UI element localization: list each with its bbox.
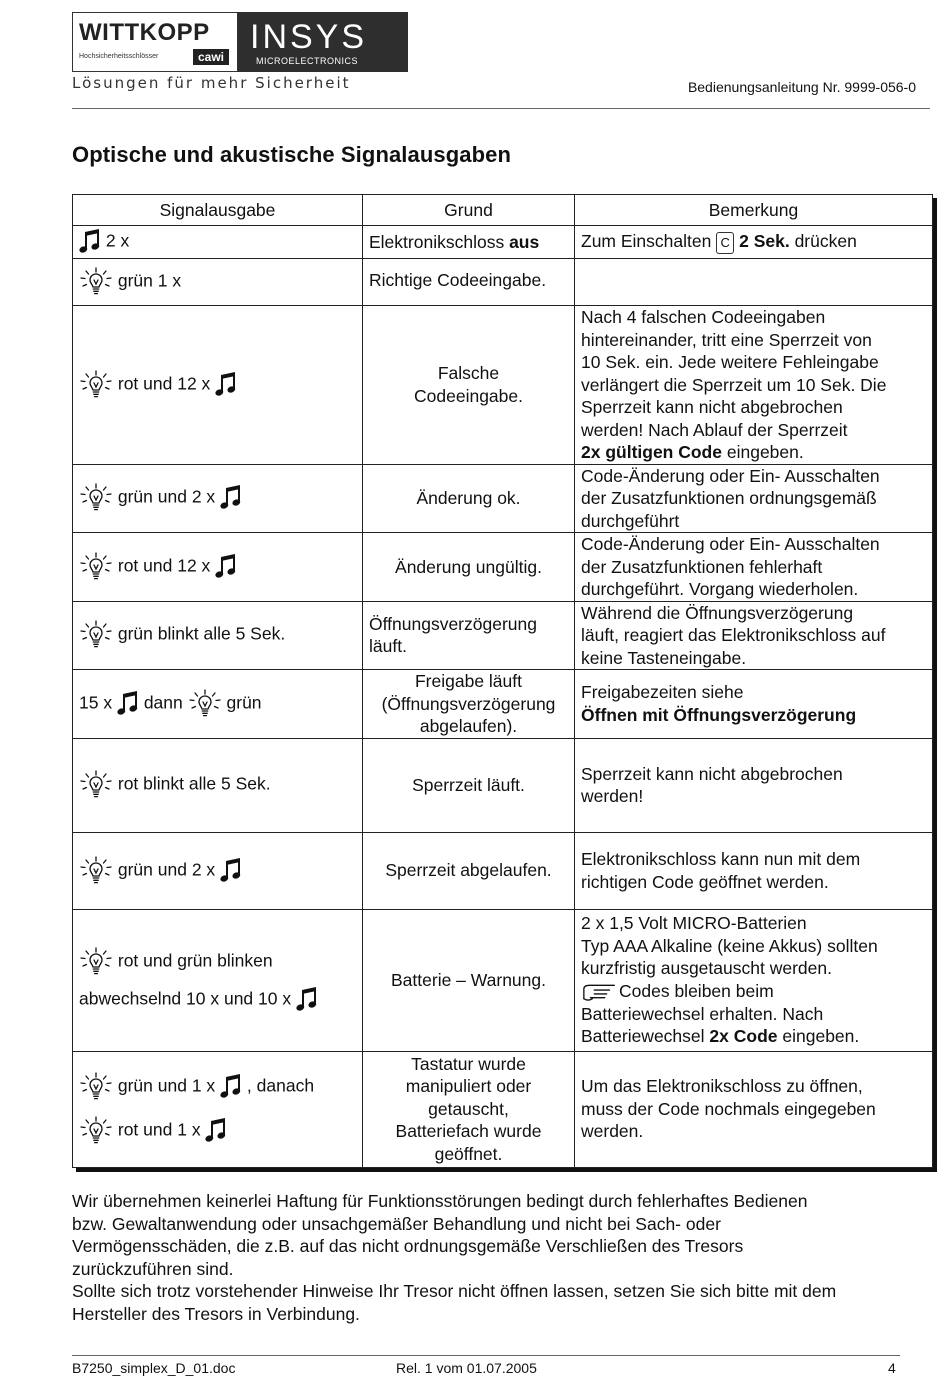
bemerkung-cell [575, 306, 933, 465]
wittkopp-logo-text: WITTKOPP [79, 19, 210, 46]
bemerkung-line: hintereinander, tritt eine Sperrzeit von [581, 329, 872, 350]
bemerkung-text: Codes bleiben beim [619, 980, 774, 1001]
page-title: Optische und akustische Signalausgaben [72, 142, 512, 167]
table-row [73, 1051, 933, 1167]
music-note-icon [215, 372, 237, 398]
bemerkung-line: Elektronikschloss kann nun mit dem [581, 849, 861, 869]
led-bulb-icon [79, 552, 113, 582]
bemerkung-line: Code-Änderung oder Ein- Ausschalten [581, 465, 880, 486]
footer-release: Rel. 1 vom 01.07.2005 [396, 1360, 537, 1376]
bemerkung-line: kurzfristig ausgetauscht werden. [581, 958, 832, 979]
bemerkung-line: der Zusatzfunktionen fehlerhaft [581, 556, 823, 577]
signal-cell [73, 909, 363, 1051]
signal-cell [73, 464, 363, 533]
insys-logo-text: INSYS [250, 18, 368, 56]
signal-text: rot und 12 x [117, 373, 211, 394]
signal-text-post: , danach [246, 1075, 315, 1096]
table-row [73, 533, 933, 602]
signal-cell [73, 226, 363, 259]
grund-cell: Richtige Codeeingabe. [363, 259, 575, 306]
bemerkung-line: 10 Sek. ein. Jede weitere Fehleingabe [581, 352, 879, 372]
signal-text: 2 x [105, 230, 130, 251]
bemerkung-cell [575, 738, 933, 832]
bemerkung-cell [575, 533, 933, 602]
column-header-bemerkung: Bemerkung [575, 195, 933, 226]
bemerkung-cell [575, 601, 933, 670]
disclaimer-line: Wir übernehmen keinerlei Haftung für Funktionsstörungen bedingt durch fehlerhaftes Bedienen [72, 1191, 808, 1211]
disclaimer-line: Hersteller des Tresors in Verbindung. [72, 1303, 360, 1324]
led-bulb-icon [79, 1116, 113, 1146]
bemerkung-line: richtigen Code geöffnet werden. [581, 871, 829, 892]
wittkopp-logo [72, 12, 238, 72]
led-bulb-icon [79, 947, 113, 977]
signal-text: rot und 1 x [117, 1119, 201, 1140]
led-bulb-icon [79, 856, 113, 886]
grund-cell: Änderung ok. [363, 464, 575, 533]
grund-line: läuft. [369, 636, 407, 657]
signal-line [79, 1116, 356, 1146]
signal-cell [73, 1051, 363, 1167]
signal-text: grün blinkt alle 5 Sek. [117, 623, 286, 644]
table-row [73, 464, 933, 533]
led-bulb-icon [79, 1072, 113, 1102]
bemerkung-line [581, 1025, 926, 1048]
bemerkung-text: Batteriewechsel [581, 1026, 705, 1047]
signal-cell [73, 259, 363, 306]
bemerkung-line: Typ AAA Alkaline (keine Akkus) sollten [581, 935, 878, 956]
grund-line: Öffnungsverzögerung [369, 613, 537, 634]
disclaimer-line: Sollte sich trotz vorstehender Hinweise Ihr Tresor nicht öffnen lassen, setzen Sie sich bitte mit dem [72, 1281, 837, 1301]
signal-text: grün und 2 x [117, 486, 216, 507]
grund-cell [363, 601, 575, 670]
signal-cell [73, 670, 363, 739]
signal-text: rot und 12 x [117, 555, 211, 576]
bemerkung-cell [575, 1051, 933, 1167]
disclaimer-line: bzw. Gewaltanwendung oder unsachgemäßer Behandlung und nicht bei Sach- oder [72, 1213, 721, 1234]
grund-cell [363, 306, 575, 465]
bemerkung-line: Sperrzeit kann nicht abgebrochen [581, 397, 843, 417]
grund-line: Batteriefach wurde [395, 1121, 542, 1142]
music-note-icon [215, 554, 237, 580]
bemerkung-line: Code-Änderung oder Ein- Ausschalten [581, 534, 880, 554]
bemerkung-line: Um das Elektronikschloss zu öffnen, [581, 1076, 863, 1097]
bemerkung-cell [575, 832, 933, 909]
bemerkung-line: durchgeführt. Vorgang wiederholen. [581, 579, 859, 599]
signal-text: 15 x [79, 692, 113, 713]
signal-line [79, 987, 356, 1013]
music-note-icon [296, 987, 318, 1013]
table-row [73, 306, 933, 465]
music-note-icon [79, 229, 101, 255]
table-row [73, 909, 933, 1051]
grund-cell: Sperrzeit läuft. [363, 738, 575, 832]
bemerkung-line: Sperrzeit kann nicht abgebrochen [581, 763, 843, 784]
grund-line: abgelaufen). [419, 716, 518, 736]
music-note-icon [117, 691, 139, 717]
grund-cell [363, 226, 575, 259]
signal-text-mid: dann [143, 692, 183, 713]
bemerkung-line: durchgeführt [581, 510, 680, 531]
header-divider [72, 108, 930, 109]
table-row [73, 601, 933, 670]
c-key-icon: C [716, 232, 734, 254]
signal-cell [73, 306, 363, 465]
signal-cell [73, 832, 363, 909]
bemerkung-line: werden! Nach Ablauf der Sperrzeit [581, 419, 848, 440]
bemerkung-cell [575, 259, 933, 306]
grund-bold-text: aus [509, 231, 540, 252]
led-bulb-icon [79, 483, 113, 513]
signal-cell [73, 601, 363, 670]
signal-text: abwechselnd 10 x und 10 x [79, 988, 292, 1009]
table-row [73, 226, 933, 259]
table-row [73, 738, 933, 832]
music-note-icon [220, 1074, 242, 1100]
bemerkung-line: läuft, reagiert das Elektronikschloss auf [581, 625, 886, 645]
table-header-row [73, 195, 933, 226]
column-header-grund: Grund [363, 195, 575, 226]
grund-cell: Sperrzeit abgelaufen. [363, 832, 575, 909]
bemerkung-line: Freigabezeiten siehe [581, 682, 744, 703]
bemerkung-line: werden. [581, 1121, 644, 1142]
signal-text: rot und grün blinken [117, 950, 273, 971]
led-bulb-icon [79, 620, 113, 650]
footer-divider [72, 1355, 900, 1356]
signal-line [79, 947, 356, 977]
page-number: 4 [888, 1360, 896, 1376]
bemerkung-line: werden! [581, 786, 644, 806]
table-row [73, 832, 933, 909]
signal-cell [73, 533, 363, 602]
bemerkung-bold-text: Öffnen mit Öffnungsverzögerung [581, 704, 857, 725]
bemerkung-line: 2 x 1,5 Volt MICRO-Batterien [581, 913, 807, 934]
led-bulb-icon [79, 267, 113, 297]
table-row [73, 670, 933, 739]
grund-line: Falsche [437, 363, 500, 384]
bemerkung-cell [575, 670, 933, 739]
bemerkung-line [581, 441, 926, 464]
led-bulb-icon [79, 770, 113, 800]
bemerkung-text-post: drücken [794, 231, 857, 252]
liability-disclaimer [72, 1190, 942, 1325]
music-note-icon [205, 1118, 227, 1144]
grund-line: Codeeingabe. [414, 385, 523, 406]
signal-text: grün und 1 x [117, 1075, 216, 1096]
music-note-icon [220, 485, 242, 511]
footer-filename: B7250_simplex_D_01.doc [72, 1360, 236, 1376]
grund-cell: Batterie – Warnung. [363, 909, 575, 1051]
bemerkung-line: keine Tasteneingabe. [581, 647, 747, 668]
grund-line: Freigabe läuft [414, 671, 522, 691]
led-bulb-icon [79, 370, 113, 400]
bemerkung-text: Zum Einschalten [581, 231, 712, 252]
bemerkung-line: Batteriewechsel erhalten. Nach [581, 1003, 824, 1024]
bemerkung-text-post: eingeben. [726, 442, 804, 462]
bemerkung-line: muss der Code nochmals eingegeben [581, 1098, 876, 1119]
signal-cell [73, 738, 363, 832]
bemerkung-cell [575, 464, 933, 533]
bemerkung-cell [575, 226, 933, 259]
signal-text: rot blinkt alle 5 Sek. [117, 773, 271, 794]
signal-line [79, 1072, 356, 1102]
grund-cell [363, 670, 575, 739]
bemerkung-bold-text: 2x Code [709, 1026, 778, 1047]
signal-text: grün 1 x [117, 270, 182, 291]
bemerkung-line: Nach 4 falschen Codeeingaben [581, 307, 826, 327]
bemerkung-line: der Zusatzfunktionen ordnungsgemäß [581, 488, 877, 508]
bemerkung-line [581, 980, 926, 1003]
table-row [73, 259, 933, 306]
document-number: Bedienungsanleitung Nr. 9999-056-0 [687, 79, 916, 95]
grund-line: manipuliert oder [405, 1076, 532, 1097]
signal-text: grün und 2 x [117, 859, 216, 880]
led-bulb-icon [188, 689, 222, 719]
grund-line: geöffnet. [434, 1143, 503, 1164]
grund-line: getauscht, [428, 1098, 509, 1119]
bemerkung-bold-text: 2 Sek. [739, 231, 790, 252]
disclaimer-line: Vermögensschäden, die z.B. auf das nicht ordnungsgemäße Verschließen des Tresors [72, 1236, 744, 1256]
cawi-logo-text: cawi [193, 49, 229, 65]
bemerkung-line: verlängert die Sperrzeit um 10 Sek. Die [581, 374, 887, 395]
signal-table [72, 194, 933, 1168]
insys-logo [238, 12, 408, 72]
bemerkung-line: Während die Öffnungsverzögerung [581, 602, 854, 623]
grund-cell: Änderung ungültig. [363, 533, 575, 602]
column-header-signalausgabe: Signalausgabe [73, 195, 363, 226]
grund-line: Tastatur wurde [411, 1053, 526, 1074]
insys-logo-subtext: MICROELECTRONICS [256, 56, 359, 66]
grund-cell [363, 1051, 575, 1167]
bemerkung-cell [575, 909, 933, 1051]
company-slogan: Lösungen für mehr Sicherheit [72, 74, 351, 92]
music-note-icon [220, 858, 242, 884]
bemerkung-bold-text: 2x gültigen Code [581, 442, 722, 462]
disclaimer-line: zurückzuführen sind. [72, 1258, 234, 1279]
signal-text-post: grün [226, 692, 262, 713]
pointing-hand-icon [581, 981, 619, 1003]
wittkopp-logo-subtext: Hochsicherheitsschlösser [79, 53, 159, 60]
grund-text: Elektronikschloss [369, 231, 505, 252]
bemerkung-text-post: eingeben. [782, 1026, 860, 1047]
grund-line: (Öffnungsverzögerung [381, 693, 556, 714]
